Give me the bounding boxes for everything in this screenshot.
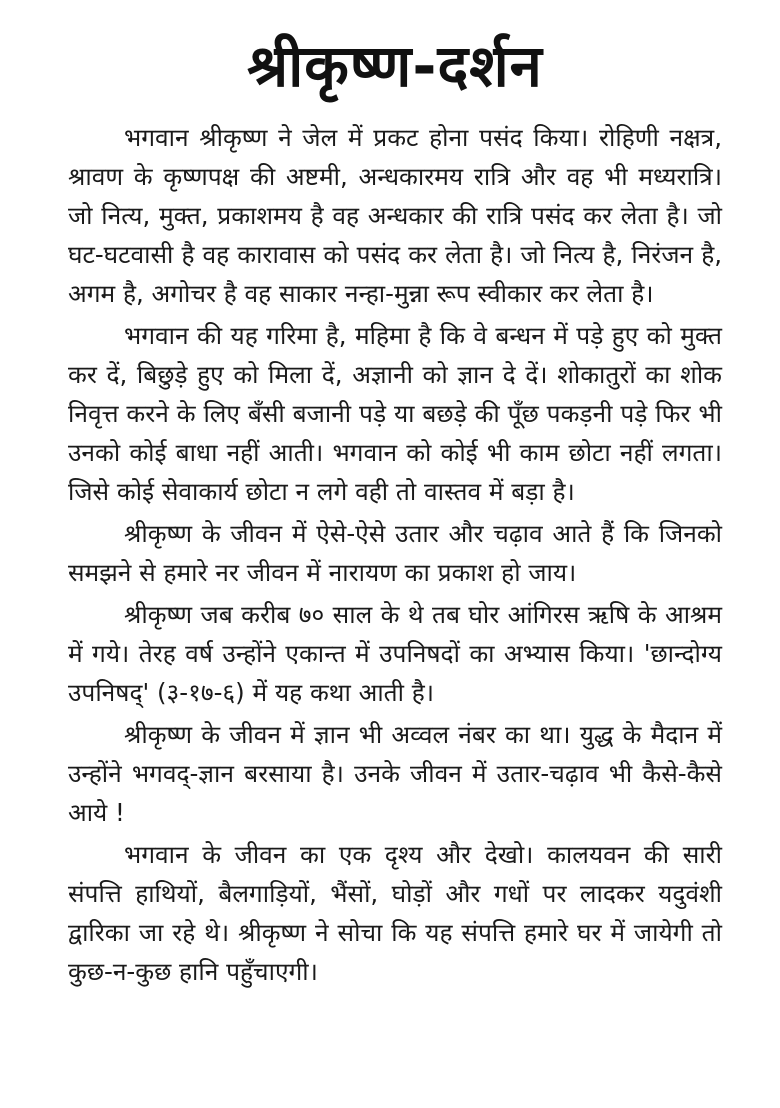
- paragraph-3: श्रीकृष्ण के जीवन में ऐसे-ऐसे उतार और चढ़ाव आते हैं कि जिनको समझने से हमारे नर जीवन में नारायण का प्रकाश हो जाय।: [68, 519, 722, 587]
- paragraph-4: श्रीकृष्ण जब करीब ७० साल के थे तब घोर आंगिरस ऋषि के आश्रम में गये। तेरह वर्ष उन्होंने एकान्त में उपनिषदों का अभ्यास किया। 'छान्दोग्य उपनिषद्' (३-१७-६) में यह कथा आती है।: [68, 600, 722, 707]
- document-page: [68, 28, 722, 994]
- paragraph-1: भगवान श्रीकृष्ण ने जेल में प्रकट होना पसंद किया। रोहिणी नक्षत्र, श्रावण के कृष्णपक्ष की अष्टमी, अन्धकारमय रात्रि और वह भी मध्यरात्रि। जो नित्य, मुक्त, प्रकाशमय है वह अन्धकार की रात्रि पसंद कर लेता है। जो घट-घटवासी है वह कारावास को पसंद कर लेता है। जो नित्य है, निरंजन है, अगम है, अगोचर है वह साकार नन्हा-मुन्ना रूप स्वीकार कर लेता है।: [68, 123, 722, 308]
- paragraph-6: भगवान के जीवन का एक दृश्य और देखो। कालयवन की सारी संपत्ति हाथियों, बैलगाड़ियों, भैंसों, घोड़ों और गधों पर लादकर यदुवंशी द्वारिका जा रहे थे। श्रीकृष्ण ने सोचा कि यह संपत्ति हमारे घर में जायेगी तो कुछ-न-कुछ हानि पहुँचाएगी।: [68, 840, 722, 986]
- paragraph-5: श्रीकृष्ण के जीवन में ज्ञान भी अव्वल नंबर का था। युद्ध के मैदान में उन्होंने भगवद्-ज्ञान बरसाया है। उनके जीवन में उतार-चढ़ाव भी कैसे-कैसे आये !: [68, 720, 722, 827]
- paragraph-2: भगवान की यह गरिमा है, महिमा है कि वे बन्धन में पड़े हुए को मुक्त कर दें, बिछुड़े हुए को मिला दें, अज्ञानी को ज्ञान दे दें। शोकातुरों का शोक निवृत्त करने के लिए बँसी बजानी पड़े या बछड़े की पूँछ पकड़नी पड़े फिर भी उनको कोई बाधा नहीं आती। भगवान को कोई भी काम छोटा नहीं लगता। जिसे कोई सेवाकार्य छोटा न लगे वही तो वास्तव में बड़ा है।: [68, 321, 722, 506]
- page-title: श्रीकृष्ण-दर्शन: [247, 32, 543, 100]
